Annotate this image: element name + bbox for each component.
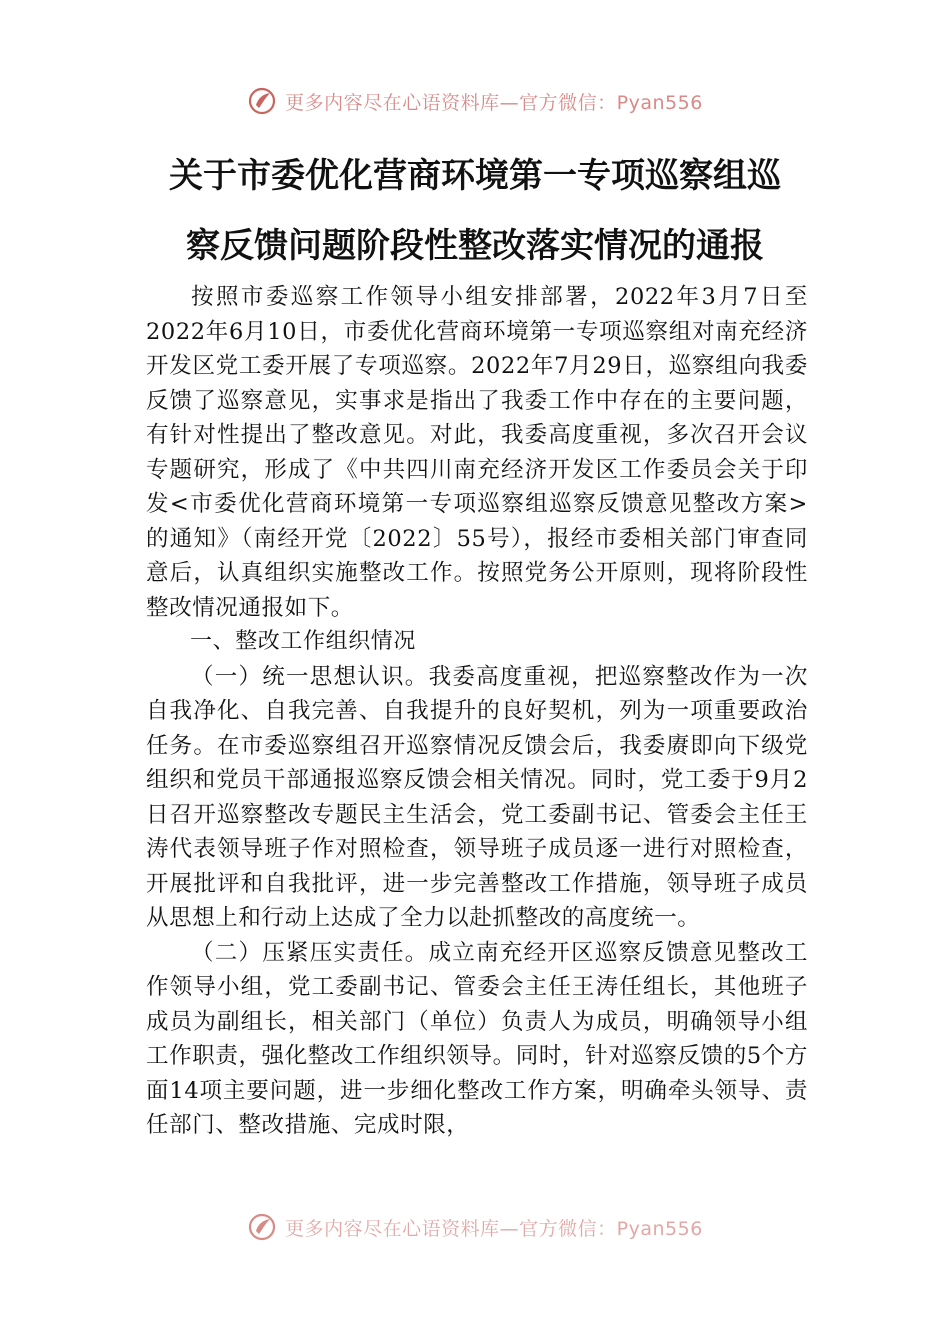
intro-paragraph: 按照市委巡察工作领导小组安排部署，2022年3月7日至2022年6月10日，市委优化营商环境第一专项巡察组对南充经济开发区党工委开展了专项巡察。2022年7月29日，巡察组向我委反馈了巡察意见，实事求是指出了我委工作中存在的主要问题，有针对性提出了整改意见。对此，我委高度重视，多次召开会议专题研究，形成了《中共四川南充经济开发区工作委员会关于印发<市委优化营商环境第一专项巡察组巡察反馈意见整改方案>的通知》（南经开党〔2022〕55号），报经市委相关部门审查同意后，认真组织实施整改工作。按照党务公开原则，现将阶段性整改情况通报如下。 bbox=[146, 284, 808, 621]
brand-logo-icon bbox=[247, 86, 277, 116]
subsection-1-body: 我委高度重视，把巡察整改作为一次自我净化、自我完善、自我提升的良好契机，列为一项重要政治任务。在市委巡察组召开巡察情况反馈会后，我委赓即向下级党组织和党员干部通报巡察反馈会相关情况。同时，党工委于9月2日召开巡察整改专题民主生活会，党工委副书记、管委会主任王涛代表领导班子作对照检查，领导班子成员逐一进行对照检查，开展批评和自我批评，进一步完善整改工作措施，领导班子成员从思想上和行动上达成了全力以赴抓整改的高度统一。 bbox=[146, 663, 808, 931]
subsection-2-body: 成立南充经开区巡察反馈意见整改工作领导小组，党工委副书记、管委会主任王涛任组长，其他班子成员为副组长，相关部门（单位）负责人为成员，明确领导小组工作职责，强化整改工作组织领导。同时，针对巡察反馈的5个方面14项主要问题，进一步细化整改工作方案，明确牵头领导、责任部门、整改措施、完成时限， bbox=[146, 939, 808, 1138]
document-body bbox=[146, 280, 808, 1143]
watermark-header bbox=[0, 86, 950, 116]
watermark-footer bbox=[0, 1212, 950, 1242]
subsection-2-lead: （二）压紧压实责任。 bbox=[191, 939, 429, 966]
subsection-1-paragraph bbox=[146, 660, 808, 936]
document-title-line-2: 察反馈问题阶段性整改落实情况的通报 bbox=[186, 226, 764, 266]
section-heading-1: 一、整改工作组织情况 bbox=[190, 629, 417, 654]
subsection-2-paragraph bbox=[146, 936, 808, 1143]
brand-logo-icon bbox=[247, 1212, 277, 1242]
watermark-text-footer: 更多内容尽在心语资料库—官方微信：Pyan556 bbox=[285, 1217, 703, 1240]
subsection-1-lead: （一）统一思想认识。 bbox=[191, 663, 429, 690]
document-title-line-1: 关于市委优化营商环境第一专项巡察组巡 bbox=[169, 156, 781, 196]
watermark-text: 更多内容尽在心语资料库—官方微信：Pyan556 bbox=[285, 91, 703, 114]
